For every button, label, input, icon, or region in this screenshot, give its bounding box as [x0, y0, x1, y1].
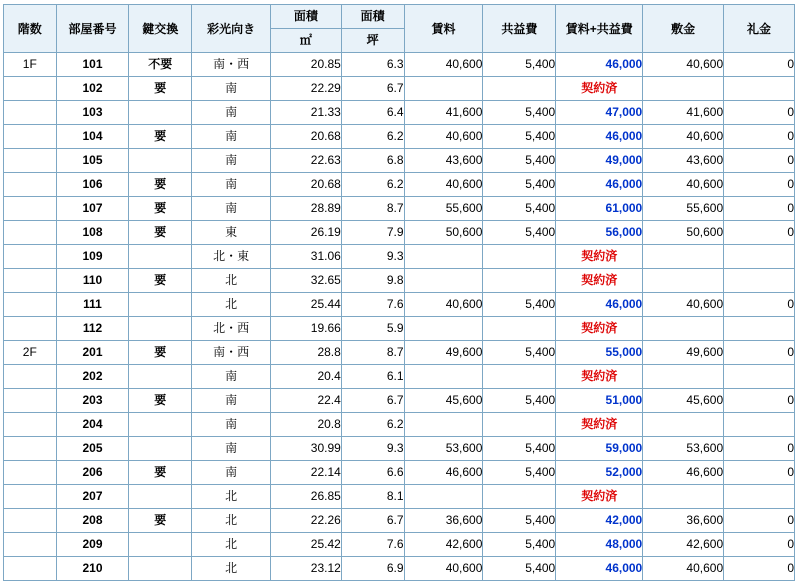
cell-rent — [404, 245, 483, 269]
cell-deposit — [643, 365, 724, 389]
cell-direction: 東 — [192, 221, 271, 245]
table-row — [4, 149, 795, 173]
cell-floor — [4, 389, 57, 413]
cell-floor — [4, 149, 57, 173]
cell-floor — [4, 293, 57, 317]
cell-room-number: 201 — [56, 341, 129, 365]
cell-direction: 南 — [192, 173, 271, 197]
table-row — [4, 413, 795, 437]
cell-key-money — [724, 485, 795, 509]
cell-common-fee — [483, 485, 556, 509]
cell-room-number: 106 — [56, 173, 129, 197]
cell-common-fee: 5,400 — [483, 389, 556, 413]
cell-rent — [404, 485, 483, 509]
cell-deposit: 43,600 — [643, 149, 724, 173]
cell-direction: 北 — [192, 533, 271, 557]
cell-direction: 南 — [192, 101, 271, 125]
cell-rent: 45,600 — [404, 389, 483, 413]
cell-common-fee — [483, 77, 556, 101]
cell-area-tsubo: 8.7 — [341, 197, 404, 221]
cell-common-fee: 5,400 — [483, 557, 556, 581]
cell-key-exchange: 要 — [129, 221, 192, 245]
cell-area-m2: 22.63 — [271, 149, 342, 173]
cell-room-number: 205 — [56, 437, 129, 461]
cell-floor — [4, 413, 57, 437]
cell-floor — [4, 485, 57, 509]
table-row — [4, 461, 795, 485]
cell-key-money — [724, 77, 795, 101]
cell-area-tsubo: 6.1 — [341, 365, 404, 389]
cell-deposit: 41,600 — [643, 101, 724, 125]
cell-key-exchange — [129, 437, 192, 461]
table-row — [4, 245, 795, 269]
table-row — [4, 557, 795, 581]
cell-area-m2: 25.44 — [271, 293, 342, 317]
table-row — [4, 341, 795, 365]
cell-direction: 北・西 — [192, 317, 271, 341]
cell-floor: 1F — [4, 53, 57, 77]
cell-common-fee: 5,400 — [483, 53, 556, 77]
cell-key-money — [724, 269, 795, 293]
cell-key-exchange — [129, 245, 192, 269]
cell-key-money: 0 — [724, 533, 795, 557]
header-area-m2: 面積 — [271, 5, 342, 29]
header-key-money: 礼金 — [724, 5, 795, 53]
cell-rent-plus-fee: 49,000 — [556, 149, 643, 173]
cell-area-tsubo: 6.2 — [341, 173, 404, 197]
cell-area-m2: 31.06 — [271, 245, 342, 269]
cell-floor — [4, 125, 57, 149]
header-direction: 彩光向き — [192, 5, 271, 53]
cell-area-m2: 26.19 — [271, 221, 342, 245]
cell-area-tsubo: 6.9 — [341, 557, 404, 581]
cell-common-fee — [483, 317, 556, 341]
cell-key-exchange — [129, 101, 192, 125]
rent-roll-table — [3, 4, 795, 581]
table-row — [4, 389, 795, 413]
table-row — [4, 365, 795, 389]
cell-rent: 53,600 — [404, 437, 483, 461]
cell-key-money: 0 — [724, 293, 795, 317]
cell-key-money: 0 — [724, 341, 795, 365]
cell-room-number: 108 — [56, 221, 129, 245]
cell-area-tsubo: 6.7 — [341, 77, 404, 101]
cell-deposit: 36,600 — [643, 509, 724, 533]
cell-key-money: 0 — [724, 173, 795, 197]
cell-area-tsubo: 6.4 — [341, 101, 404, 125]
status-badge-contracted: 契約済 — [556, 413, 643, 437]
cell-key-exchange: 不要 — [129, 53, 192, 77]
cell-common-fee — [483, 365, 556, 389]
cell-key-money — [724, 413, 795, 437]
cell-direction: 南 — [192, 125, 271, 149]
cell-rent-plus-fee: 55,000 — [556, 341, 643, 365]
cell-rent-plus-fee: 46,000 — [556, 293, 643, 317]
table-row — [4, 221, 795, 245]
cell-key-money: 0 — [724, 125, 795, 149]
cell-rent: 41,600 — [404, 101, 483, 125]
cell-key-exchange: 要 — [129, 197, 192, 221]
table-row — [4, 101, 795, 125]
cell-common-fee: 5,400 — [483, 341, 556, 365]
cell-rent: 46,600 — [404, 461, 483, 485]
cell-direction: 南 — [192, 389, 271, 413]
cell-direction: 南 — [192, 77, 271, 101]
header-unit-m2: ㎡ — [271, 29, 342, 53]
cell-rent: 43,600 — [404, 149, 483, 173]
cell-room-number: 209 — [56, 533, 129, 557]
cell-direction: 南 — [192, 437, 271, 461]
cell-area-m2: 22.26 — [271, 509, 342, 533]
cell-rent — [404, 317, 483, 341]
table-row — [4, 269, 795, 293]
cell-rent-plus-fee: 59,000 — [556, 437, 643, 461]
cell-common-fee: 5,400 — [483, 125, 556, 149]
cell-key-exchange: 要 — [129, 173, 192, 197]
cell-deposit: 49,600 — [643, 341, 724, 365]
cell-room-number: 107 — [56, 197, 129, 221]
cell-area-m2: 20.8 — [271, 413, 342, 437]
cell-area-m2: 22.29 — [271, 77, 342, 101]
cell-deposit — [643, 245, 724, 269]
cell-rent: 40,600 — [404, 125, 483, 149]
cell-area-m2: 26.85 — [271, 485, 342, 509]
header-common-fee: 共益費 — [483, 5, 556, 53]
cell-deposit: 50,600 — [643, 221, 724, 245]
table-row — [4, 437, 795, 461]
cell-rent-plus-fee: 52,000 — [556, 461, 643, 485]
cell-deposit: 45,600 — [643, 389, 724, 413]
cell-floor — [4, 77, 57, 101]
cell-direction: 北 — [192, 269, 271, 293]
cell-area-m2: 32.65 — [271, 269, 342, 293]
header-room-number: 部屋番号 — [56, 5, 129, 53]
cell-common-fee — [483, 245, 556, 269]
cell-area-m2: 20.85 — [271, 53, 342, 77]
cell-area-tsubo: 9.8 — [341, 269, 404, 293]
cell-deposit — [643, 77, 724, 101]
cell-room-number: 203 — [56, 389, 129, 413]
cell-direction: 南・西 — [192, 53, 271, 77]
cell-deposit: 46,600 — [643, 461, 724, 485]
cell-common-fee — [483, 413, 556, 437]
cell-rent-plus-fee: 61,000 — [556, 197, 643, 221]
header-rent: 賃料 — [404, 5, 483, 53]
cell-room-number: 210 — [56, 557, 129, 581]
cell-floor — [4, 509, 57, 533]
cell-area-m2: 20.4 — [271, 365, 342, 389]
cell-rent: 36,600 — [404, 509, 483, 533]
cell-room-number: 206 — [56, 461, 129, 485]
cell-rent-plus-fee: 46,000 — [556, 53, 643, 77]
cell-common-fee: 5,400 — [483, 173, 556, 197]
status-badge-contracted: 契約済 — [556, 317, 643, 341]
cell-area-tsubo: 7.6 — [341, 533, 404, 557]
cell-deposit — [643, 485, 724, 509]
cell-rent — [404, 77, 483, 101]
cell-room-number: 109 — [56, 245, 129, 269]
cell-direction: 南 — [192, 149, 271, 173]
cell-deposit: 40,600 — [643, 173, 724, 197]
cell-deposit: 55,600 — [643, 197, 724, 221]
cell-key-money: 0 — [724, 101, 795, 125]
cell-area-tsubo: 6.2 — [341, 413, 404, 437]
cell-room-number: 202 — [56, 365, 129, 389]
cell-rent-plus-fee: 56,000 — [556, 221, 643, 245]
cell-area-tsubo: 7.6 — [341, 293, 404, 317]
cell-rent-plus-fee: 47,000 — [556, 101, 643, 125]
cell-common-fee: 5,400 — [483, 149, 556, 173]
cell-key-money: 0 — [724, 197, 795, 221]
cell-rent-plus-fee: 42,000 — [556, 509, 643, 533]
cell-key-money — [724, 317, 795, 341]
cell-common-fee: 5,400 — [483, 101, 556, 125]
cell-area-tsubo: 6.3 — [341, 53, 404, 77]
cell-key-exchange — [129, 557, 192, 581]
cell-deposit: 53,600 — [643, 437, 724, 461]
cell-rent-plus-fee: 48,000 — [556, 533, 643, 557]
cell-area-m2: 25.42 — [271, 533, 342, 557]
cell-rent: 40,600 — [404, 293, 483, 317]
cell-rent: 50,600 — [404, 221, 483, 245]
cell-room-number: 204 — [56, 413, 129, 437]
cell-room-number: 110 — [56, 269, 129, 293]
cell-room-number: 112 — [56, 317, 129, 341]
cell-rent-plus-fee: 46,000 — [556, 125, 643, 149]
cell-area-m2: 20.68 — [271, 125, 342, 149]
cell-common-fee: 5,400 — [483, 461, 556, 485]
cell-key-exchange — [129, 533, 192, 557]
header-area-tsubo: 面積 — [341, 5, 404, 29]
cell-deposit: 40,600 — [643, 293, 724, 317]
cell-area-m2: 20.68 — [271, 173, 342, 197]
cell-key-money: 0 — [724, 509, 795, 533]
cell-area-tsubo: 5.9 — [341, 317, 404, 341]
status-badge-contracted: 契約済 — [556, 245, 643, 269]
cell-common-fee: 5,400 — [483, 221, 556, 245]
cell-key-money: 0 — [724, 437, 795, 461]
cell-common-fee: 5,400 — [483, 509, 556, 533]
cell-floor — [4, 557, 57, 581]
table-row — [4, 485, 795, 509]
cell-key-exchange: 要 — [129, 389, 192, 413]
cell-rent-plus-fee: 51,000 — [556, 389, 643, 413]
cell-deposit: 40,600 — [643, 53, 724, 77]
cell-rent: 55,600 — [404, 197, 483, 221]
cell-room-number: 103 — [56, 101, 129, 125]
cell-floor — [4, 317, 57, 341]
cell-direction: 北 — [192, 293, 271, 317]
cell-common-fee — [483, 269, 556, 293]
cell-rent — [404, 413, 483, 437]
cell-deposit: 40,600 — [643, 125, 724, 149]
cell-key-money: 0 — [724, 53, 795, 77]
cell-direction: 北 — [192, 557, 271, 581]
cell-key-money: 0 — [724, 461, 795, 485]
table-row — [4, 125, 795, 149]
cell-key-exchange — [129, 413, 192, 437]
cell-area-tsubo: 7.9 — [341, 221, 404, 245]
cell-key-exchange: 要 — [129, 125, 192, 149]
table-row — [4, 293, 795, 317]
cell-area-m2: 19.66 — [271, 317, 342, 341]
cell-deposit — [643, 317, 724, 341]
cell-area-tsubo: 6.7 — [341, 509, 404, 533]
header-floor: 階数 — [4, 5, 57, 53]
cell-floor — [4, 221, 57, 245]
status-badge-contracted: 契約済 — [556, 77, 643, 101]
cell-floor — [4, 245, 57, 269]
cell-direction: 南 — [192, 197, 271, 221]
cell-floor — [4, 173, 57, 197]
header-unit-tsubo: 坪 — [341, 29, 404, 53]
cell-key-exchange: 要 — [129, 269, 192, 293]
cell-rent — [404, 269, 483, 293]
table-row — [4, 77, 795, 101]
table-row — [4, 509, 795, 533]
cell-area-tsubo: 9.3 — [341, 437, 404, 461]
cell-area-m2: 22.4 — [271, 389, 342, 413]
cell-area-m2: 30.99 — [271, 437, 342, 461]
table-row — [4, 173, 795, 197]
cell-rent-plus-fee: 46,000 — [556, 173, 643, 197]
cell-key-money: 0 — [724, 389, 795, 413]
cell-floor — [4, 101, 57, 125]
cell-room-number: 207 — [56, 485, 129, 509]
cell-floor: 2F — [4, 341, 57, 365]
cell-area-m2: 28.8 — [271, 341, 342, 365]
cell-room-number: 104 — [56, 125, 129, 149]
cell-direction: 北 — [192, 509, 271, 533]
status-badge-contracted: 契約済 — [556, 269, 643, 293]
cell-direction: 南・西 — [192, 341, 271, 365]
cell-area-tsubo: 8.7 — [341, 341, 404, 365]
cell-deposit — [643, 269, 724, 293]
cell-area-m2: 28.89 — [271, 197, 342, 221]
cell-room-number: 102 — [56, 77, 129, 101]
table-header — [4, 5, 795, 53]
cell-rent: 40,600 — [404, 557, 483, 581]
cell-room-number: 111 — [56, 293, 129, 317]
cell-common-fee: 5,400 — [483, 437, 556, 461]
cell-direction: 南 — [192, 365, 271, 389]
cell-key-exchange: 要 — [129, 509, 192, 533]
cell-key-exchange: 要 — [129, 461, 192, 485]
cell-area-m2: 21.33 — [271, 101, 342, 125]
cell-key-exchange — [129, 149, 192, 173]
status-badge-contracted: 契約済 — [556, 485, 643, 509]
cell-area-tsubo: 6.2 — [341, 125, 404, 149]
cell-direction: 南 — [192, 461, 271, 485]
cell-floor — [4, 197, 57, 221]
cell-key-exchange — [129, 293, 192, 317]
cell-key-exchange — [129, 317, 192, 341]
cell-area-tsubo: 9.3 — [341, 245, 404, 269]
cell-deposit — [643, 413, 724, 437]
cell-room-number: 208 — [56, 509, 129, 533]
table-body — [4, 53, 795, 581]
cell-key-exchange: 要 — [129, 77, 192, 101]
cell-key-money — [724, 245, 795, 269]
cell-area-m2: 22.14 — [271, 461, 342, 485]
cell-common-fee: 5,400 — [483, 533, 556, 557]
header-rent-plus-fee: 賃料+共益費 — [556, 5, 643, 53]
cell-common-fee: 5,400 — [483, 197, 556, 221]
cell-floor — [4, 437, 57, 461]
cell-key-exchange — [129, 365, 192, 389]
cell-direction: 南 — [192, 413, 271, 437]
cell-key-money: 0 — [724, 221, 795, 245]
cell-rent-plus-fee: 46,000 — [556, 557, 643, 581]
cell-key-money: 0 — [724, 149, 795, 173]
header-key-exchange: 鍵交換 — [129, 5, 192, 53]
cell-area-tsubo: 6.6 — [341, 461, 404, 485]
cell-key-exchange: 要 — [129, 341, 192, 365]
cell-rent: 40,600 — [404, 173, 483, 197]
cell-key-money — [724, 365, 795, 389]
cell-rent: 49,600 — [404, 341, 483, 365]
cell-deposit: 40,600 — [643, 557, 724, 581]
table-row — [4, 533, 795, 557]
status-badge-contracted: 契約済 — [556, 365, 643, 389]
cell-floor — [4, 269, 57, 293]
cell-key-money: 0 — [724, 557, 795, 581]
cell-rent: 40,600 — [404, 53, 483, 77]
cell-area-tsubo: 6.8 — [341, 149, 404, 173]
header-row-top — [4, 5, 795, 29]
cell-area-tsubo: 6.7 — [341, 389, 404, 413]
table-row — [4, 53, 795, 77]
cell-rent: 42,600 — [404, 533, 483, 557]
cell-floor — [4, 533, 57, 557]
cell-floor — [4, 461, 57, 485]
cell-direction: 北 — [192, 485, 271, 509]
cell-common-fee: 5,400 — [483, 293, 556, 317]
cell-area-m2: 23.12 — [271, 557, 342, 581]
cell-direction: 北・東 — [192, 245, 271, 269]
cell-deposit: 42,600 — [643, 533, 724, 557]
header-deposit: 敷金 — [643, 5, 724, 53]
table-row — [4, 317, 795, 341]
cell-area-tsubo: 8.1 — [341, 485, 404, 509]
cell-room-number: 105 — [56, 149, 129, 173]
cell-floor — [4, 365, 57, 389]
cell-room-number: 101 — [56, 53, 129, 77]
table-row — [4, 197, 795, 221]
cell-key-exchange — [129, 485, 192, 509]
cell-rent — [404, 365, 483, 389]
